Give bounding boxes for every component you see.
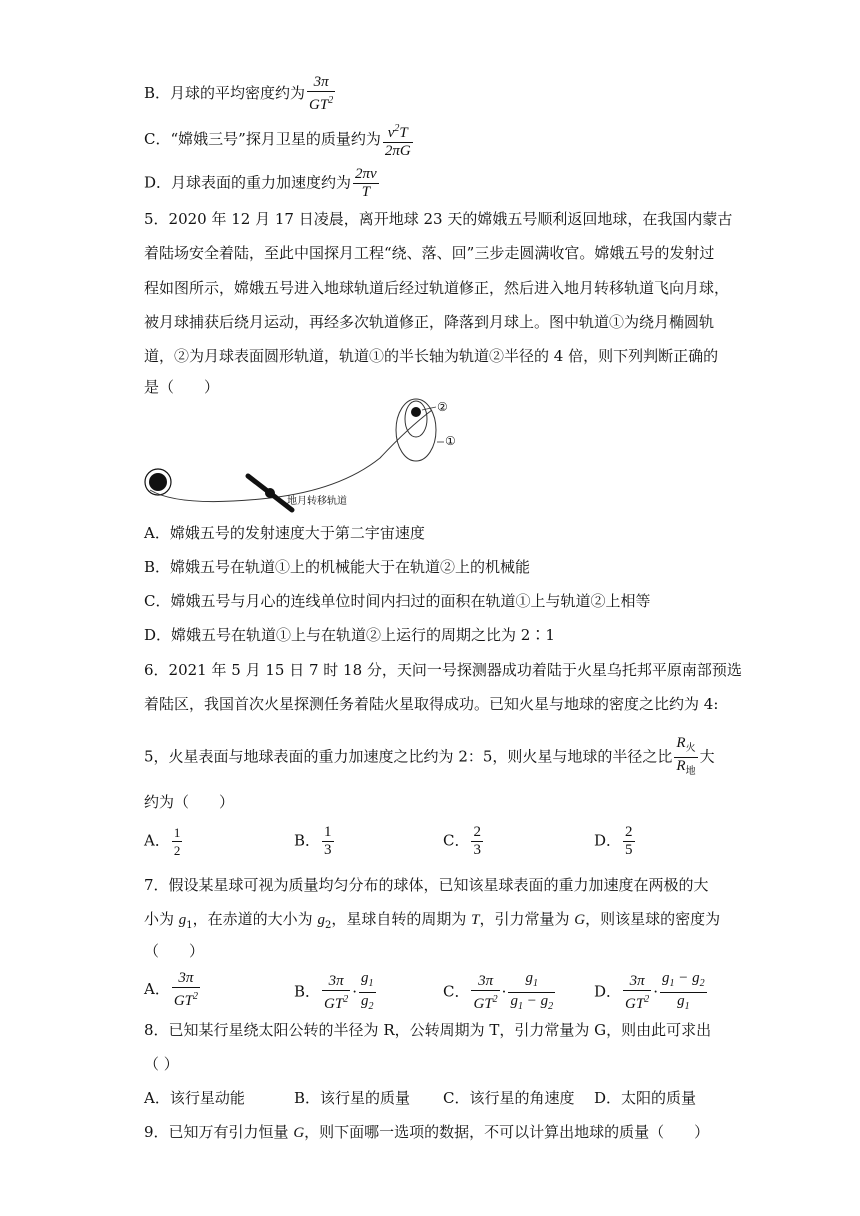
q5-stem-line: 道，②为月球表面圆形轨道，轨道①的半长轴为轨道②半径的 4 倍，则下列判断正确的: [144, 347, 719, 365]
q5-stem-line: 被月球捕获后绕月运动，再经多次轨道修正，降落到月球上。图中轨道①为绕月椭圆轨: [144, 313, 715, 331]
q5-option-b: B．嫦娥五号在轨道①上的机械能大于在轨道②上的机械能: [144, 558, 531, 576]
q7-option-a: A． $\frac{3\pi}{GT^2}$: [144, 970, 199, 1009]
q4-option-b: B．月球的平均密度约为 $\frac{3\pi}{GT^2}$: [144, 74, 334, 113]
moon: [411, 407, 421, 417]
q7-option-c: C． $\frac{3\pi}{GT^2}$ · $\frac{g_1}{g_1 - g_2}$: [443, 970, 554, 1012]
q5-stem-line: 是（ ）: [144, 378, 220, 396]
q6-stem-line: 着陆区，我国首次火星探测任务着陆火星取得成功。已知火星与地球的密度之比约为 4:: [144, 695, 719, 713]
orbit-1-label: ①: [445, 434, 456, 448]
fraction: $\frac{3\pi}{GT^2}$: [309, 74, 334, 113]
q7-stem-line: 7．假设某星球可视为质量均匀分布的球体，已知该星球表面的重力加速度在两极的大: [144, 876, 709, 894]
q8-option-a: A．该行星动能: [144, 1089, 245, 1107]
radius-ratio-fraction: $\frac{R_火}{R_地}$: [676, 735, 696, 777]
orbit-2-label: ②: [437, 400, 448, 414]
q8-option-b: B．该行星的质量: [294, 1089, 411, 1107]
q9-stem-line: 9．已知万有引力恒量 G，则下面哪一选项的数据，不可以计算出地球的质量（ ）: [144, 1123, 710, 1141]
q5-stem-line: 着陆场安全着陆，至此中国探月工程“绕、落、回”三步走圆满收官。嫦娥五号的发射过: [144, 244, 715, 262]
orbit-2: [405, 401, 427, 437]
q8-option-c: C．该行星的角速度: [443, 1089, 575, 1107]
fraction: $\frac{v^2T}{2\pi G}$: [383, 120, 413, 160]
spacecraft: [265, 488, 275, 498]
transfer-orbit: [150, 410, 432, 502]
fraction: $\frac{2\pi v}{T}$: [355, 166, 377, 200]
q4-option-c: C．“嫦娥三号”探月卫星的质量约为 $\frac{v^2T}{2\pi G}$: [144, 120, 415, 160]
q6-option-d: D． $\frac{2}{5}$: [594, 824, 633, 858]
figure-caption: 地月转移轨道: [287, 496, 347, 507]
q7-option-d: D． $\frac{3\pi}{GT^2}$ · $\frac{g_1 - g_2}{g_1}$: [594, 970, 705, 1012]
q6-option-c: C． $\frac{2}{3}$: [443, 824, 481, 858]
q5-option-c: C．嫦娥五号与月心的连线单位时间内扫过的面积在轨道①上与轨道②上相等: [144, 592, 651, 610]
q6-stem-line: 5，火星表面与地球表面的重力加速度之比约为 2：5，则火星与地球的半径之比 $\frac{R_火}{R_地}$ 大: [144, 735, 715, 780]
q6-option-b: B． $\frac{1}{3}$: [294, 824, 332, 858]
q8-stem-line: 8．已知某行星绕太阳公转的半径为 R，公转周期为 T，引力常量为 G，则由此可求出: [144, 1021, 712, 1039]
q7-option-b: B． $\frac{3\pi}{GT^2}$ · $\frac{g_1}{g_2}$: [294, 970, 374, 1012]
q8-stem-line: （ ）: [144, 1055, 179, 1073]
q5-stem-line: 5．2020 年 12 月 17 日凌晨，离开地球 23 天的嫦娥五号顺利返回地球，在我国内蒙古: [144, 210, 733, 228]
q4-option-d: D．月球表面的重力加速度约为 $\frac{2\pi v}{T}$: [144, 166, 377, 200]
q5-stem-line: 程如图所示，嫦娥五号进入地球轨道后经过轨道修正，然后进入地月转移轨道飞向月球，: [144, 279, 730, 297]
q6-stem-line: 6．2021 年 5 月 15 日 7 时 18 分，天问一号探测器成功着陆于火星乌托邦平原南部预选: [144, 661, 742, 679]
q7-stem-line: 小为 $g_1$，在赤道的大小为 $g_2$，星球自转的周期为 T，引力常量为 G，则该星球的密度为: [144, 910, 721, 931]
q5-option-a: A．嫦娥五号的发射速度大于第二宇宙速度: [144, 524, 425, 542]
q5-option-d: D．嫦娥五号在轨道①上与在轨道②上运行的周期之比为 2∶1: [144, 626, 555, 644]
q7-stem-line: （ ）: [144, 942, 205, 960]
q6-option-a: A． $\frac{1}{2}$: [144, 825, 181, 858]
q6-stem-line: 约为（ ）: [144, 793, 235, 811]
q8-option-d: D．太阳的质量: [594, 1089, 697, 1107]
